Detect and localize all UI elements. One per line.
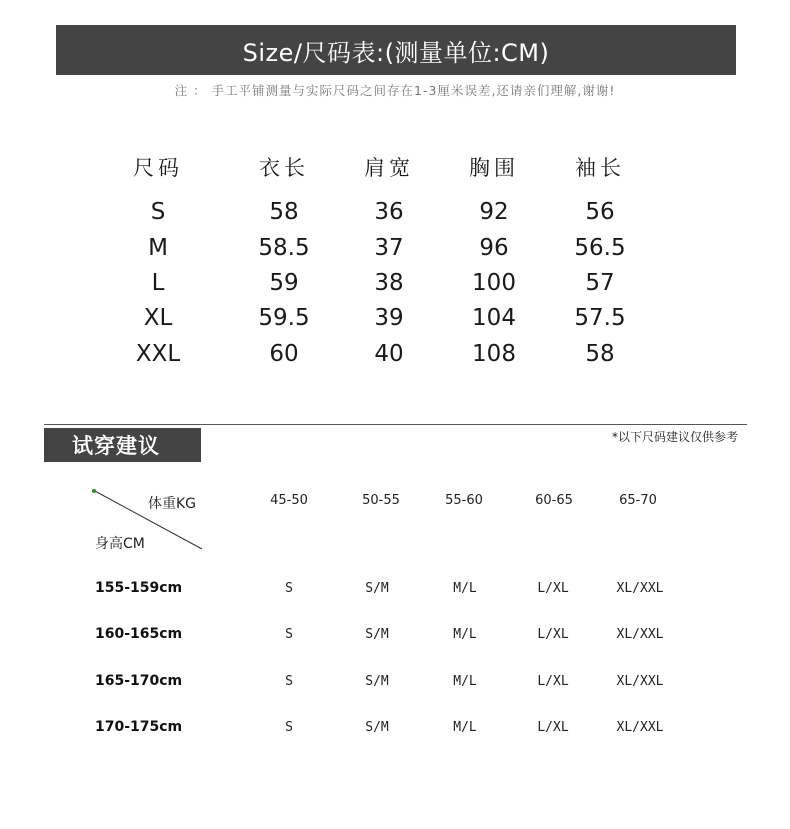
recommended-size: S xyxy=(285,581,293,596)
recommended-size: L/XL xyxy=(537,627,569,642)
size-cell: S xyxy=(150,199,166,225)
header-chest: 胸围 xyxy=(469,156,519,180)
size-cell: 40 xyxy=(374,341,404,367)
size-cell: 37 xyxy=(374,235,404,261)
recommended-size: L/XL xyxy=(537,720,569,735)
recommended-size: S xyxy=(285,674,293,689)
recommended-size: S/M xyxy=(365,720,389,735)
recommended-size: M/L xyxy=(453,581,477,596)
recommended-size: S/M xyxy=(365,581,389,596)
size-cell: 92 xyxy=(479,199,509,225)
recommended-size: M/L xyxy=(453,720,477,735)
recommended-size: XL/XXL xyxy=(616,720,664,735)
height-row-label: 160-165cm xyxy=(95,626,183,642)
recommendation-title: 试穿建议 xyxy=(44,428,201,462)
measurement-note: 注 ： 手工平铺测量与实际尺码之间存在1-3厘米误差,还请亲们理解,谢谢! xyxy=(174,83,616,98)
recommendation-note: *以下尺码建议仅供参考 xyxy=(611,430,738,444)
height-row-label: 170-175cm xyxy=(95,719,183,735)
header-length: 衣长 xyxy=(259,156,309,180)
weight-range: 60-65 xyxy=(535,493,573,508)
size-cell: 59 xyxy=(269,270,299,296)
size-cell: 96 xyxy=(479,235,509,261)
size-cell: XXL xyxy=(135,341,181,367)
weight-range: 50-55 xyxy=(362,493,400,508)
header-shoulder: 肩宽 xyxy=(364,156,414,180)
header-sleeve: 袖长 xyxy=(575,156,625,180)
size-cell: 58 xyxy=(585,341,615,367)
size-cell: 36 xyxy=(374,199,404,225)
size-cell: 38 xyxy=(374,270,404,296)
weight-label: 体重KG xyxy=(148,496,197,512)
size-cell: 104 xyxy=(472,305,516,331)
recommended-size: S xyxy=(285,627,293,642)
recommended-size: XL/XXL xyxy=(616,581,664,596)
size-cell: 58 xyxy=(269,199,299,225)
size-cell: L xyxy=(151,270,165,296)
size-cell: 56.5 xyxy=(574,235,626,261)
height-row-label: 155-159cm xyxy=(95,580,183,596)
size-cell: 57 xyxy=(585,270,615,296)
size-cell: 56 xyxy=(585,199,615,225)
recommended-size: S xyxy=(285,720,293,735)
header-size: 尺码 xyxy=(133,156,183,180)
weight-range: 45-50 xyxy=(270,493,308,508)
size-cell: 39 xyxy=(374,305,404,331)
page-title: Size/尺码表:(测量单位:CM) xyxy=(56,25,736,75)
size-cell: 57.5 xyxy=(574,305,626,331)
height-row-label: 165-170cm xyxy=(95,673,183,689)
size-cell: 58.5 xyxy=(258,235,310,261)
recommended-size: L/XL xyxy=(537,581,569,596)
size-cell: 108 xyxy=(472,341,516,367)
weight-range: 65-70 xyxy=(619,493,657,508)
height-label: 身高CM xyxy=(95,536,145,552)
size-cell: XL xyxy=(143,305,173,331)
recommended-size: XL/XXL xyxy=(616,627,664,642)
recommended-size: S/M xyxy=(365,674,389,689)
recommended-size: S/M xyxy=(365,627,389,642)
size-cell: M xyxy=(148,235,168,261)
section-divider xyxy=(44,424,747,425)
size-cell: 60 xyxy=(269,341,299,367)
recommended-size: M/L xyxy=(453,627,477,642)
size-cell: 59.5 xyxy=(258,305,310,331)
weight-range: 55-60 xyxy=(445,493,483,508)
recommended-size: XL/XXL xyxy=(616,674,664,689)
size-cell: 100 xyxy=(472,270,516,296)
green-dot xyxy=(92,489,96,493)
recommended-size: L/XL xyxy=(537,674,569,689)
recommended-size: M/L xyxy=(453,674,477,689)
